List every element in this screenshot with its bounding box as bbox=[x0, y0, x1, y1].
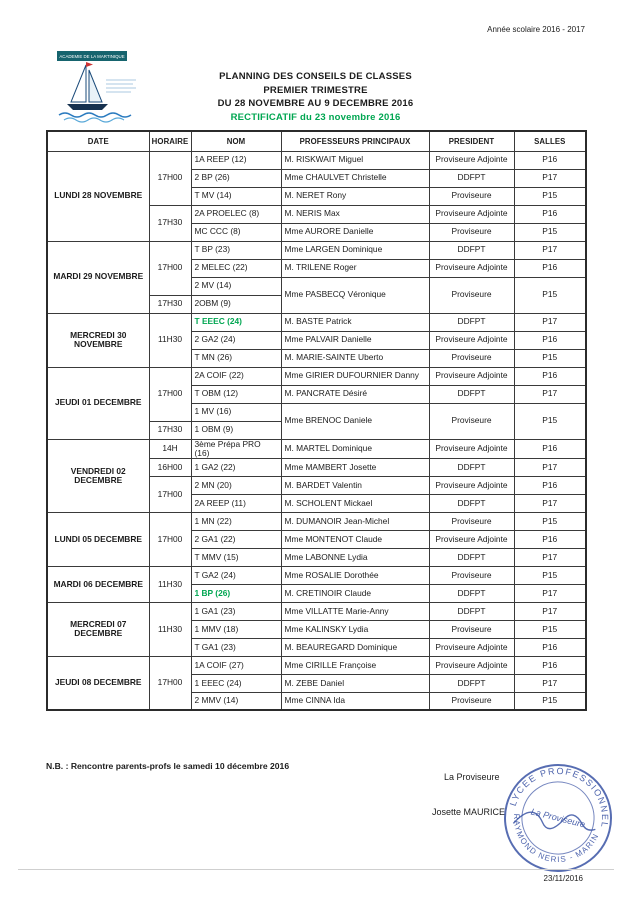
salle-cell: P17 bbox=[514, 584, 586, 602]
nom-cell: T MMV (15) bbox=[191, 548, 281, 566]
date-cell: MARDI 29 NOVEMBRE bbox=[47, 241, 149, 313]
president-cell: Proviseure Adjointe bbox=[429, 476, 514, 494]
horaire-cell: 17H00 bbox=[149, 241, 191, 295]
horaire-cell: 17H30 bbox=[149, 205, 191, 241]
salle-cell: P17 bbox=[514, 385, 586, 403]
prof-cell: Mme ROSALIE Dorothée bbox=[281, 566, 429, 584]
prof-cell: M. BASTE Patrick bbox=[281, 313, 429, 331]
nom-cell: 2 MELEC (22) bbox=[191, 259, 281, 277]
date-cell: MARDI 06 DECEMBRE bbox=[47, 566, 149, 602]
salle-cell: P16 bbox=[514, 656, 586, 674]
salle-cell: P15 bbox=[514, 512, 586, 530]
nom-cell: T GA2 (24) bbox=[191, 566, 281, 584]
nom-cell: 2OBM (9) bbox=[191, 295, 281, 313]
president-cell: DDFPT bbox=[429, 458, 514, 476]
salle-cell: P16 bbox=[514, 151, 586, 169]
horaire-cell: 17H30 bbox=[149, 421, 191, 439]
prof-cell: M. TRILENE Roger bbox=[281, 259, 429, 277]
president-cell: Proviseure Adjointe bbox=[429, 638, 514, 656]
salle-cell: P15 bbox=[514, 349, 586, 367]
table-row bbox=[47, 439, 586, 458]
president-cell: Proviseure Adjointe bbox=[429, 439, 514, 458]
date-cell: MERCREDI 30 NOVEMBRE bbox=[47, 313, 149, 367]
prof-cell: Mme VILLATTE Marie-Anny bbox=[281, 602, 429, 620]
nom-cell: T GA1 (23) bbox=[191, 638, 281, 656]
school-stamp bbox=[500, 760, 616, 876]
document-period: DU 28 NOVEMBRE AU 9 DECEMBRE 2016 bbox=[217, 98, 414, 109]
nom-cell: 1 GA1 (23) bbox=[191, 602, 281, 620]
column-header-nom: NOM bbox=[191, 131, 281, 151]
table-row bbox=[47, 602, 586, 620]
date-cell: VENDREDI 02 DECEMBRE bbox=[47, 439, 149, 512]
nom-cell: 1A COIF (27) bbox=[191, 656, 281, 674]
salle-cell: P16 bbox=[514, 638, 586, 656]
planning-table bbox=[46, 130, 587, 711]
pennant-shape bbox=[86, 62, 93, 67]
nom-cell: 2 BP (26) bbox=[191, 169, 281, 187]
salle-cell: P17 bbox=[514, 458, 586, 476]
president-cell: Proviseure bbox=[429, 349, 514, 367]
horaire-cell: 14H bbox=[149, 439, 191, 458]
president-cell: DDFPT bbox=[429, 584, 514, 602]
salle-cell: P16 bbox=[514, 205, 586, 223]
date-cell: JEUDI 08 DECEMBRE bbox=[47, 656, 149, 710]
prof-cell: M. BARDET Valentin bbox=[281, 476, 429, 494]
president-cell: DDFPT bbox=[429, 674, 514, 692]
president-cell: Proviseure Adjointe bbox=[429, 259, 514, 277]
prof-cell: M. MARIE-SAINTE Uberto bbox=[281, 349, 429, 367]
prof-cell: M. DUMANOIR Jean-Michel bbox=[281, 512, 429, 530]
nom-cell: 1 BP (26) bbox=[191, 584, 281, 602]
horaire-cell: 17H30 bbox=[149, 295, 191, 313]
prof-cell: M. BEAUREGARD Dominique bbox=[281, 638, 429, 656]
salle-cell: P17 bbox=[514, 241, 586, 259]
nom-cell: T MV (14) bbox=[191, 187, 281, 205]
nom-cell: 1 GA2 (22) bbox=[191, 458, 281, 476]
date-cell: LUNDI 28 NOVEMBRE bbox=[47, 151, 149, 241]
president-cell: DDFPT bbox=[429, 494, 514, 512]
table-row bbox=[47, 512, 586, 530]
president-cell: Proviseure bbox=[429, 403, 514, 439]
nom-cell: MC CCC (8) bbox=[191, 223, 281, 241]
nom-cell: 2 GA2 (24) bbox=[191, 331, 281, 349]
salle-cell: P15 bbox=[514, 566, 586, 584]
footer-divider bbox=[18, 869, 614, 870]
horaire-cell: 11H30 bbox=[149, 566, 191, 602]
president-cell: DDFPT bbox=[429, 241, 514, 259]
salle-cell: P16 bbox=[514, 476, 586, 494]
prof-cell: M. PANCRATE Désiré bbox=[281, 385, 429, 403]
president-cell: Proviseure Adjointe bbox=[429, 530, 514, 548]
prof-cell: Mme LABONNE Lydia bbox=[281, 548, 429, 566]
stamp-bottom-text: RAYMOND NERIS - MARIN bbox=[511, 813, 601, 865]
president-cell: Proviseure bbox=[429, 692, 514, 710]
signature-name: Josette MAURICE bbox=[432, 807, 506, 817]
table-row bbox=[47, 151, 586, 169]
salle-cell: P15 bbox=[514, 277, 586, 313]
nom-cell: T MN (26) bbox=[191, 349, 281, 367]
president-cell: Proviseure Adjointe bbox=[429, 205, 514, 223]
president-cell: Proviseure bbox=[429, 620, 514, 638]
president-cell: DDFPT bbox=[429, 313, 514, 331]
prof-cell: Mme PASBECQ Véronique bbox=[281, 277, 429, 313]
nom-cell: T OBM (12) bbox=[191, 385, 281, 403]
horaire-cell: 17H00 bbox=[149, 512, 191, 566]
president-cell: Proviseure Adjointe bbox=[429, 331, 514, 349]
horaire-cell: 11H30 bbox=[149, 313, 191, 367]
nom-cell: 1 EEEC (24) bbox=[191, 674, 281, 692]
president-cell: Proviseure Adjointe bbox=[429, 151, 514, 169]
document-title: PLANNING DES CONSEILS DE CLASSES bbox=[219, 71, 412, 82]
planning-table-body bbox=[47, 151, 586, 710]
logo-banner-text: ACADEMIE DE LA MARTINIQUE bbox=[59, 54, 125, 59]
stamp-icon bbox=[500, 760, 616, 876]
salle-cell: P15 bbox=[514, 223, 586, 241]
signature-title: La Proviseure bbox=[444, 772, 500, 782]
salle-cell: P15 bbox=[514, 620, 586, 638]
nom-cell: 1 MN (22) bbox=[191, 512, 281, 530]
horaire-cell: 16H00 bbox=[149, 458, 191, 476]
salle-cell: P16 bbox=[514, 331, 586, 349]
prof-cell: Mme MAMBERT Josette bbox=[281, 458, 429, 476]
nom-cell: 1 MMV (18) bbox=[191, 620, 281, 638]
president-cell: Proviseure bbox=[429, 566, 514, 584]
president-cell: DDFPT bbox=[429, 602, 514, 620]
nom-cell: 1A REEP (12) bbox=[191, 151, 281, 169]
rectificatif-note: RECTIFICATIF du 23 novembre 2016 bbox=[230, 111, 401, 123]
president-cell: Proviseure bbox=[429, 277, 514, 313]
column-header-salles: SALLES bbox=[514, 131, 586, 151]
stamp-center-text: La Proviseure bbox=[529, 806, 587, 830]
president-cell: Proviseure bbox=[429, 512, 514, 530]
nom-cell: 2 GA1 (22) bbox=[191, 530, 281, 548]
salle-cell: P17 bbox=[514, 313, 586, 331]
salle-cell: P17 bbox=[514, 494, 586, 512]
prof-cell: M. NERIS Max bbox=[281, 205, 429, 223]
prof-cell: Mme AURORE Danielle bbox=[281, 223, 429, 241]
stamp-top-text: LYCEE PROFESSIONNEL bbox=[507, 765, 611, 830]
horaire-cell: 17H00 bbox=[149, 151, 191, 205]
prof-cell: M. CRETINOIR Claude bbox=[281, 584, 429, 602]
date-cell: MERCREDI 07 DECEMBRE bbox=[47, 602, 149, 656]
salle-cell: P15 bbox=[514, 692, 586, 710]
prof-cell: Mme CINNA Ida bbox=[281, 692, 429, 710]
prof-cell: Mme BRENOC Daniele bbox=[281, 403, 429, 439]
nom-cell: 2 MMV (14) bbox=[191, 692, 281, 710]
horaire-cell: 17H00 bbox=[149, 656, 191, 710]
date-cell: LUNDI 05 DECEMBRE bbox=[47, 512, 149, 566]
title-block bbox=[0, 70, 631, 124]
nb-note: N.B. : Rencontre parents-profs le samedi 10 décembre 2016 bbox=[46, 761, 290, 771]
prof-cell: Mme LARGEN Dominique bbox=[281, 241, 429, 259]
document-subtitle: PREMIER TRIMESTRE bbox=[263, 84, 368, 96]
salle-cell: P17 bbox=[514, 674, 586, 692]
date-cell: JEUDI 01 DECEMBRE bbox=[47, 367, 149, 439]
nom-cell: T BP (23) bbox=[191, 241, 281, 259]
president-cell: Proviseure Adjointe bbox=[429, 367, 514, 385]
column-header-horaire: HORAIRE bbox=[149, 131, 191, 151]
table-row bbox=[47, 566, 586, 584]
salle-cell: P17 bbox=[514, 602, 586, 620]
salle-cell: P16 bbox=[514, 530, 586, 548]
column-header-president: PRESIDENT bbox=[429, 131, 514, 151]
salle-cell: P15 bbox=[514, 403, 586, 439]
nom-cell: 3ème Prépa PRO (16) bbox=[191, 439, 281, 458]
salle-cell: P16 bbox=[514, 367, 586, 385]
nom-cell: 1 MV (16) bbox=[191, 403, 281, 421]
prof-cell: Mme MONTENOT Claude bbox=[281, 530, 429, 548]
planning-header-row bbox=[47, 131, 586, 151]
prof-cell: M. SCHOLENT Mickael bbox=[281, 494, 429, 512]
prof-cell: Mme PALVAIR Danielle bbox=[281, 331, 429, 349]
horaire-cell: 11H30 bbox=[149, 602, 191, 656]
prof-cell: M. RISKWAIT Miguel bbox=[281, 151, 429, 169]
nom-cell: 2A PROELEC (8) bbox=[191, 205, 281, 223]
prof-cell: M. ZEBE Daniel bbox=[281, 674, 429, 692]
table-row bbox=[47, 656, 586, 674]
prof-cell: Mme KALINSKY Lydia bbox=[281, 620, 429, 638]
nom-cell: T EEEC (24) bbox=[191, 313, 281, 331]
horaire-cell: 17H00 bbox=[149, 367, 191, 421]
column-header-professeurs-principaux: PROFESSEURS PRINCIPAUX bbox=[281, 131, 429, 151]
nom-cell: 2A REEP (11) bbox=[191, 494, 281, 512]
president-cell: Proviseure Adjointe bbox=[429, 656, 514, 674]
salle-cell: P17 bbox=[514, 548, 586, 566]
table-row bbox=[47, 367, 586, 385]
column-header-date: DATE bbox=[47, 131, 149, 151]
president-cell: Proviseure bbox=[429, 223, 514, 241]
prof-cell: Mme GIRIER DUFOURNIER Danny bbox=[281, 367, 429, 385]
nom-cell: 1 OBM (9) bbox=[191, 421, 281, 439]
table-row bbox=[47, 241, 586, 259]
president-cell: DDFPT bbox=[429, 385, 514, 403]
prof-cell: Mme CHAULVET Christelle bbox=[281, 169, 429, 187]
salle-cell: P16 bbox=[514, 259, 586, 277]
president-cell: Proviseure bbox=[429, 187, 514, 205]
school-year-label: Année scolaire 2016 - 2017 bbox=[487, 25, 585, 34]
salle-cell: P17 bbox=[514, 169, 586, 187]
horaire-cell: 17H00 bbox=[149, 476, 191, 512]
document-date: 23/11/2016 bbox=[543, 874, 583, 883]
nom-cell: 2 MV (14) bbox=[191, 277, 281, 295]
salle-cell: P16 bbox=[514, 439, 586, 458]
nom-cell: 2A COIF (22) bbox=[191, 367, 281, 385]
prof-cell: M. NERET Rony bbox=[281, 187, 429, 205]
prof-cell: M. MARTEL Dominique bbox=[281, 439, 429, 458]
table-row bbox=[47, 313, 586, 331]
salle-cell: P15 bbox=[514, 187, 586, 205]
president-cell: DDFPT bbox=[429, 169, 514, 187]
prof-cell: Mme CIRILLE Françoise bbox=[281, 656, 429, 674]
president-cell: DDFPT bbox=[429, 548, 514, 566]
nom-cell: 2 MN (20) bbox=[191, 476, 281, 494]
